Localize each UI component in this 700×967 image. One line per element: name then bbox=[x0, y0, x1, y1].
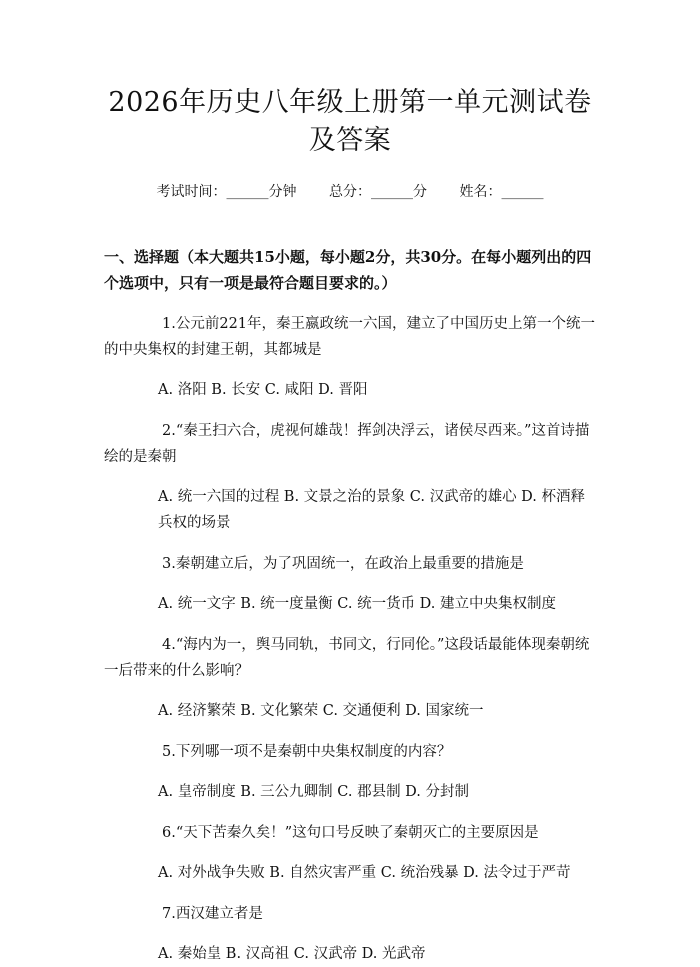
question-number: 5. bbox=[162, 744, 176, 760]
question-6 bbox=[104, 820, 596, 846]
page-title: 2026年历史八年级上册第一单元测试卷及答案 bbox=[108, 87, 592, 156]
question-number: 3. bbox=[162, 556, 176, 572]
question-text: “海内为一，舆马同轨，书同文，行同伦。”这段话最能体现秦朝统一后带来的什么影响？ bbox=[104, 637, 590, 679]
question-7-options: A. 秦始皇 B. 汉高祖 C. 汉武帝 D. 光武帝 bbox=[158, 946, 426, 962]
question-number: 1. bbox=[162, 316, 176, 332]
question-text: 下列哪一项不是秦朝中央集权制度的内容？ bbox=[175, 744, 452, 760]
question-1-options: A. 洛阳 B. 长安 C. 咸阳 D. 晋阳 bbox=[158, 382, 368, 398]
exam-info bbox=[104, 182, 596, 202]
question-4-options: A. 经济繁荣 B. 文化繁荣 C. 交通便利 D. 国家统一 bbox=[158, 703, 484, 719]
section-heading: 一、选择题（本大题共15小题，每小题2分，共30分。在每小题列出的四个选项中，只有一项是最符合题目要求的。） bbox=[104, 248, 592, 292]
question-number: 7. bbox=[162, 906, 176, 922]
question-text: 秦朝建立后，为了巩固统一，在政治上最重要的措施是 bbox=[175, 556, 524, 572]
question-5-options: A. 皇帝制度 B. 三公九卿制 C. 郡县制 D. 分封制 bbox=[158, 784, 470, 800]
question-2-options: A. 统一六国的过程 B. 文景之治的景象 C. 汉武帝的雄心 D. 杯酒释兵权的场景 bbox=[158, 489, 586, 531]
question-text: “天下苦秦久矣！”这句口号反映了秦朝灭亡的主要原因是 bbox=[175, 825, 539, 841]
student-name-field: 姓名：______ bbox=[459, 184, 544, 200]
question-number: 2. bbox=[162, 423, 176, 439]
question-6-options: A. 对外战争失败 B. 自然灾害严重 C. 统治残暴 D. 法令过于严苛 bbox=[158, 865, 571, 881]
question-3-options: A. 统一文字 B. 统一度量衡 C. 统一货币 D. 建立中央集权制度 bbox=[158, 596, 557, 612]
question-1 bbox=[104, 311, 596, 363]
question-number: 4. bbox=[162, 637, 176, 653]
question-text: “秦王扫六合，虎视何雄哉！挥剑决浮云，诸侯尽西来。”这首诗描绘的是秦朝 bbox=[104, 423, 590, 465]
question-text: 西汉建立者是 bbox=[175, 906, 263, 922]
question-list bbox=[104, 311, 596, 967]
question-number: 6. bbox=[162, 825, 176, 841]
exam-time-field: 考试时间：______分钟 bbox=[156, 184, 297, 200]
question-2 bbox=[104, 418, 596, 470]
question-3 bbox=[104, 551, 596, 577]
question-text: 公元前221年，秦王嬴政统一六国，建立了中国历史上第一个统一的中央集权的封建王朝，其都城是 bbox=[104, 316, 596, 358]
total-score-field: 总分：______分 bbox=[329, 184, 427, 200]
question-5 bbox=[104, 739, 596, 765]
question-4 bbox=[104, 632, 596, 684]
